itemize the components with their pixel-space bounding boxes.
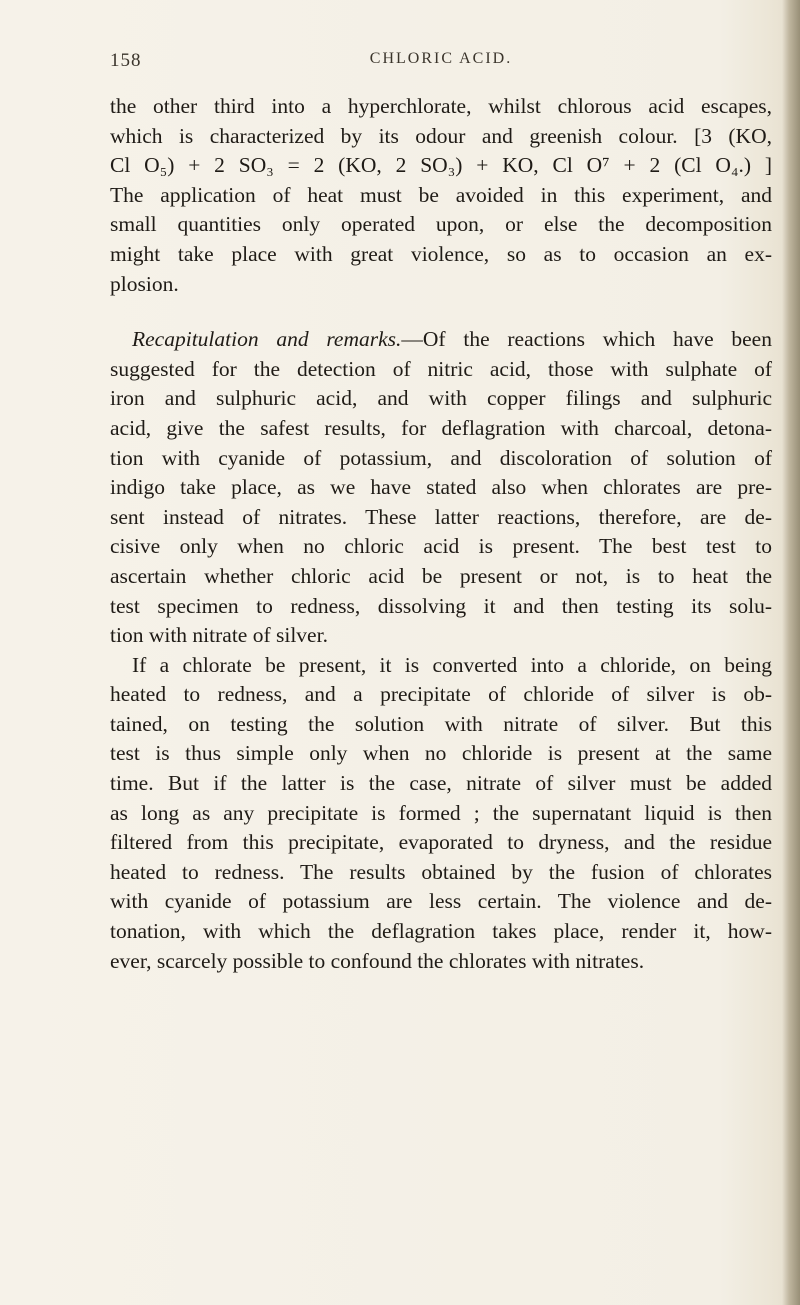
text-line: tonation, with which the deflagration takes place, render it, how-	[110, 919, 772, 944]
text-line: heated to redness, and a precipitate of chloride of silver is ob-	[110, 682, 772, 707]
paragraph-2	[110, 325, 772, 651]
text-line: ascertain whether chloric acid be present or not, is to heat the	[110, 563, 772, 588]
paragraph-gap	[110, 299, 772, 325]
text-line: filtered from this precipitate, evaporated to dryness, and the residue	[110, 830, 772, 855]
page-edge-shadow	[782, 0, 800, 1305]
text-line: tion with cyanide of potassium, and discoloration of solution of	[110, 445, 772, 470]
text-line: test is thus simple only when no chloride is present at the same	[110, 741, 772, 766]
text-line: with cyanide of potassium are less certain. The violence and de-	[110, 889, 772, 914]
text-line: as long as any precipitate is formed ; the supernatant liquid is then	[110, 800, 772, 825]
text-line: indigo take place, as we have stated also when chlorates are pre-	[110, 475, 772, 500]
text-line: might take place with great violence, so as to occasion an ex-	[110, 241, 772, 266]
text-line: which is characterized by its odour and greenish colour. [3 (KO,	[110, 123, 772, 148]
running-title: CHLORIC ACID.	[369, 50, 513, 67]
text-line: tained, on testing the solution with nitrate of silver. But this	[110, 711, 772, 736]
text-line: suggested for the detection of nitric acid, those with sulphate of	[110, 356, 772, 381]
text-line: sent instead of nitrates. These latter reactions, therefore, are de-	[110, 504, 772, 529]
text-line-rest: —Of the reactions which have been	[401, 327, 772, 352]
text-line: heated to redness. The results obtained by the fusion of chlorates	[110, 859, 772, 884]
paragraph-3	[110, 651, 772, 977]
paragraph-1	[110, 92, 772, 299]
text-line: tion with nitrate of silver.	[110, 623, 328, 648]
text-line: acid, give the safest results, for deflagration with charcoal, detona-	[110, 415, 772, 440]
section-heading: Recapitulation and remarks.	[132, 327, 402, 352]
text-line: time. But if the latter is the case, nitrate of silver must be added	[110, 771, 772, 796]
text-line: cisive only when no chloric acid is present. The best test to	[110, 534, 772, 559]
text-line: the other third into a hyperchlorate, whilst chlorous acid escapes,	[110, 94, 772, 118]
text-line-formula: Cl O₅) + 2 SO₃ = 2 (KO, 2 SO₃) + KO, Cl O⁷ + 2 (Cl O₄.) ]	[110, 153, 772, 178]
page-number: 158	[110, 50, 142, 71]
text-line: small quantities only operated upon, or else the decomposition	[110, 212, 772, 237]
text-line: iron and sulphuric acid, and with copper filings and sulphuric	[110, 386, 772, 411]
text-line: test specimen to redness, dissolving it and then testing its solu-	[110, 593, 772, 618]
running-head	[110, 50, 772, 76]
text-line: If a chlorate be present, it is converted into a chloride, on being	[132, 652, 772, 677]
text-line: ever, scarcely possible to confound the chlorates with nitrates.	[110, 948, 645, 973]
text-line: The application of heat must be avoided in this experiment, and	[110, 182, 772, 207]
text-line-heading	[110, 325, 772, 355]
body-text	[110, 92, 772, 976]
text-line: plosion.	[110, 271, 179, 296]
